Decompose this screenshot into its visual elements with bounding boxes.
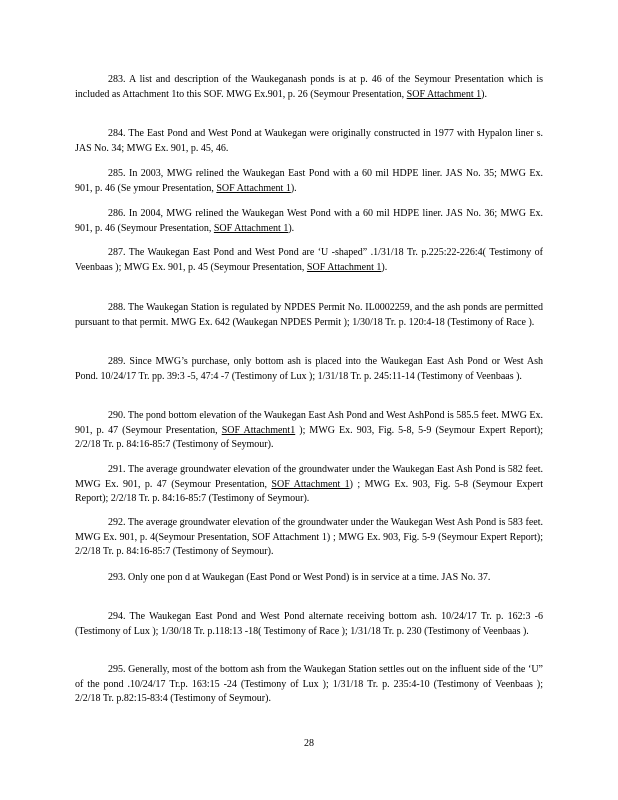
paragraph-text: 294. The Waukegan East Pond and West Pond alternate receiving bottom ash. 10/24/17 Tr. p. 162:3 -6 (Testimony of Lux ); 1/30/18 Tr. p.118:13 -18( Testimony of Race ); 1/31/18 Tr. p. 230 (Testimony of Veenbaas ). <box>75 611 543 637</box>
attachment-reference: SOF Attachment 1 <box>306 261 382 273</box>
attachment-reference: SOF Attachment 1 <box>271 478 350 490</box>
paragraph-text: 288. The Waukegan Station is regulated by NPDES Permit No. IL0002259, and the ash ponds are permitted pursuant to that permit. MWG Ex. 642 (Waukegan NPDES Permit ); 1/30/18 Tr. p. 120:4-18 (Testimony of Race ). <box>75 302 543 328</box>
paragraph-text: ). <box>381 261 388 273</box>
paragraph-295 <box>75 663 543 707</box>
paragraph-292 <box>75 516 543 560</box>
paragraph-text: ); MWG Ex. 903, Fig. 5-8, 5-9 (Seymour Expert Report); 2/2/18 Tr. p. 84:16-85:7 (Testimony of Seymour). <box>75 424 544 450</box>
attachment-reference: SOF Attachment 1 <box>216 182 291 194</box>
page-number: 28 <box>304 738 314 749</box>
paragraph-286 <box>75 207 543 236</box>
paragraph-text: 283. A list and description of the Waukeganash ponds is at p. 46 of the Seymour Presentation which is included as Attachment 1to this SOF. MWG Ex.901, p. 26 (Seymour Presentation, <box>75 74 543 100</box>
paragraph-text: 289. Since MWG’s purchase, only bottom ash is placed into the Waukegan East Ash Pond or West Ash Pond. 10/24/17 Tr. pp. 39:3 -5, 47:4 -7 (Testimony of Lux ); 1/31/18 Tr. p. 245:11-14 (Testimony of Veenbaas ). <box>75 356 543 382</box>
paragraph-288 <box>75 301 543 330</box>
paragraph-text: 295. Generally, most of the bottom ash from the Waukegan Station settles out on the influent side of the ‘U” of the pond .10/24/17 Tr.p. 163:15 -24 (Testimony of Lux ); 1/31/18 Tr. p. 235:4-10 (Testimony of Veenbaas ); 2/2/18 Tr. p.82:15-83:4 (Testimony of Seymour). <box>75 664 543 704</box>
paragraph-text: ). <box>288 222 295 234</box>
paragraph-284 <box>75 127 543 156</box>
paragraph-291 <box>75 463 543 507</box>
paragraph-text: 284. The East Pond and West Pond at Waukegan were originally constructed in 1977 with Hypalon liner s. JAS No. 34; MWG Ex. 901, p. 45, 46. <box>75 128 543 154</box>
paragraph-293 <box>75 571 543 586</box>
paragraph-text: 293. Only one pon d at Waukegan (East Pond or West Pond) is in service at a time. JAS No. 37. <box>108 572 491 583</box>
attachment-reference: SOF Attachment 1 <box>406 88 482 100</box>
paragraph-290 <box>75 409 543 453</box>
paragraph-text: 290. The pond bottom elevation of the Waukegan East Ash Pond and West AshPond is 585.5 feet. MWG Ex. 901, p. 47 (Seymour Presentation, <box>75 410 543 436</box>
paragraph-text: 287. The Waukegan East Pond and West Pond are ‘U -shaped” .1/31/18 Tr. p.225:22-226:4( Testimony of Veenbaas ); MWG Ex. 901, p. 45 (Seymour Presentation, <box>75 247 543 273</box>
paragraph-text: 292. The average groundwater elevation of the groundwater under the Waukegan West Ash Pond is 583 feet. MWG Ex. 901, p. 4(Seymour Presentation, SOF Attachment 1) ; MWG Ex. 903, Fig. 5-9 (Seymour Expert Report); 2/2/18 Tr. p. 84:16-85:7 (Testimony of Seymour). <box>75 517 543 557</box>
paragraph-283 <box>75 73 543 102</box>
paragraph-285 <box>75 167 543 196</box>
attachment-reference: SOF Attachment 1 <box>213 222 289 234</box>
paragraph-text: 291. The average groundwater elevation of the groundwater under the Waukegan East Ash Pond is 582 feet. MWG Ex. 901, p. 47 (Seymour Presentation, <box>75 464 543 490</box>
paragraph-text: ). <box>290 182 297 194</box>
attachment-reference: SOF Attachment1 <box>221 424 296 436</box>
paragraph-287 <box>75 246 543 275</box>
paragraph-text: 286. In 2004, MWG relined the Waukegan West Pond with a 60 mil HDPE liner. JAS No. 36; MWG Ex. 901, p. 46 (Seymour Presentation, <box>75 208 543 234</box>
paragraph-text: 285. In 2003, MWG relined the Waukegan East Pond with a 60 mil HDPE liner. JAS No. 35; MWG Ex. 901, p. 46 (Se ymour Presentation, <box>75 168 543 194</box>
paragraph-289 <box>75 355 543 384</box>
paragraph-text: ). <box>481 88 487 100</box>
paragraph-294 <box>75 610 543 639</box>
paragraph-text: ) ; MWG Ex. 903, Fig. 5-8 (Seymour Expert Report); 2/2/18 Tr. p. 84:16-85:7 (Testimony of Seymour). <box>75 478 543 504</box>
